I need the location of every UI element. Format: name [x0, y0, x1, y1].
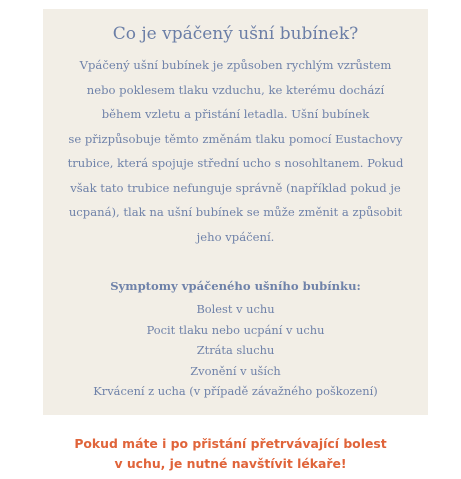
paragraph-line: se přizpůsobuje těmto změnám tlaku pomocí Eustachovy	[68, 131, 403, 146]
description-paragraph	[51, 53, 420, 249]
paragraph-line: jeho vpáčení.	[196, 229, 275, 244]
symptom-item: Krvácení z ucha (v případě závažného poškození)	[93, 384, 378, 398]
info-card	[43, 9, 428, 415]
warning-line: v uchu, je nutné navštívit lékaře!	[114, 456, 347, 471]
warning-line: Pokud máte i po přistání přetrvávající bolest	[74, 436, 387, 451]
paragraph-line: ucpaná), tlak na ušní bubínek se může změnit a způsobit	[68, 205, 403, 219]
symptom-item: Pocit tlaku nebo ucpání v uchu	[146, 322, 325, 337]
paragraph-line: však tato trubice nefunguje správně (například pokud je	[70, 180, 401, 195]
symptoms-heading: Symptomy vpáčeného ušního bubínku:	[110, 279, 361, 293]
symptom-item: Zvonění v uších	[190, 363, 281, 378]
warning-message	[0, 434, 461, 474]
paragraph-line: během vzletu a přistání letadla. Ušní bubínek	[101, 107, 370, 121]
symptom-list	[51, 299, 420, 402]
paragraph-line: Vpáčený ušní bubínek je způsoben rychlým vzrůstem	[79, 58, 392, 72]
symptom-item: Ztráta sluchu	[196, 343, 275, 357]
paragraph-line: trubice, která spojuje střední ucho s nosohltanem. Pokud	[67, 156, 404, 170]
symptom-item: Bolest v uchu	[196, 302, 275, 316]
paragraph-line: nebo poklesem tlaku vzduchu, ke kterému dochází	[86, 82, 385, 97]
card-title: Co je vpáčený ušní bubínek?	[112, 24, 359, 44]
